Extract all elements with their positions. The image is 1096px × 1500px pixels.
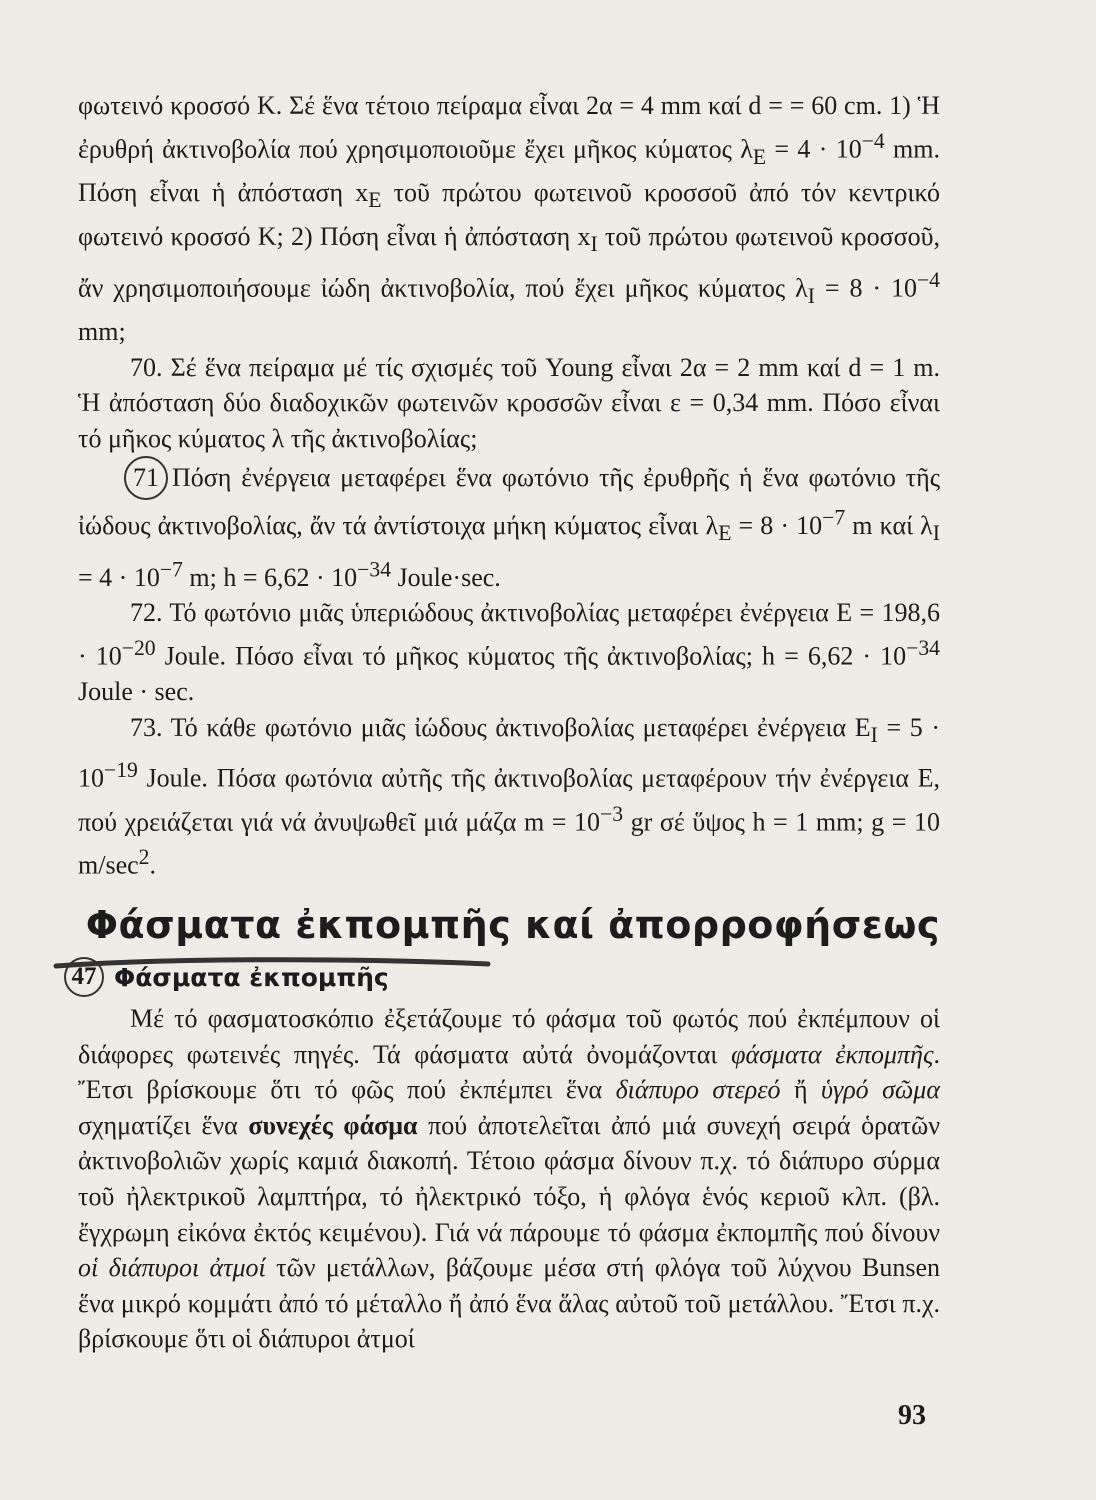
section-body: Μέ τό φασματοσκόπιο ἐξετάζουμε τό φάσμα τοῦ φωτός πού ἐκπέμπουν οἱ διάφορες φωτεινές πηγές. Τά φάσματα αὐτά ὀνομάζονται φάσματα ἐκπομπῆς. Ἔτσι βρίσκουμε ὅτι τό φῶς πού ἐκπέμπει ἕνα διάπυρο στερεό ἤ ὑγρό σῶμα σχηματίζει ἕνα συνεχές φάσμα πού ἀποτελεῖται ἀπό μιά συνεχή σειρά ὁρατῶν ἀκτινοβολιῶν χωρίς καμιά διακοπή. Τέτοιο φάσμα δίνουν π.χ. τό διάπυρο σύρμα τοῦ ἠλεκτρικοῦ λαμπτήρα, τό ἠλεκτρικό τόξο, ἡ φλόγα ἑνός κεριοῦ κλπ. (βλ. ἔγχρωμη εἰκόνα ἐκτός κειμένου). Γιά νά πάρουμε τό φάσμα ἐκπομπῆς πού δίνουν οἱ διάπυροι ἀτμοί τῶν μετάλλων, βάζουμε μέσα στή φλόγα τοῦ λύχνου Bunsen ἕνα μικρό κομμάτι ἀπό τό μέταλλο ἤ ἀπό ἕνα ἅλας αὐτοῦ τοῦ μετάλλου. Ἔτσι π.χ. βρίσκουμε ὅτι οἱ διάπυροι ἀτμοί [78, 1004, 940, 1354]
page-number: 93 [898, 1400, 926, 1431]
section-title: Φάσματα ἐκπομπῆς [114, 962, 389, 992]
section-number: 47 [64, 957, 104, 997]
page-body [71, 88, 941, 1357]
exercise-71-number: 71 [124, 456, 168, 500]
exercise-71-text: Πόση ἐνέργεια μεταφέρει ἕνα φωτόνιο τῆς ἐρυθρῆς ἡ ἕνα φωτόνιο τῆς ἰώδους ἀκτινοβολίας, ἄν τά ἀντίστοιχα μήκη κύματος εἶναι $\lambda_E = 8 \cdot 10^{-7}$ m καί $\lambda_I = 4 \cdot 10^{-7}$ m; $h = 6,62 \cdot 10^{-34}$ Joule·sec. [78, 463, 940, 592]
exercise-70: 70. Σέ ἕνα πείραμα μέ τίς σχισμές τοῦ Young εἶναι 2α = 2 mm καί d = 1 m. Ἡ ἀπόσταση δύο διαδοχικῶν φωτεινῶν κροσσῶν εἶναι ε = 0,34 mm. Πόσο εἶναι τό μῆκος κύματος λ τῆς ἀκτινοβολίας; [78, 352, 940, 453]
exercise-71 [78, 456, 940, 595]
exercise-72: 72. Τό φωτόνιο μιᾶς ὑπεριώδους ἀκτινοβολίας μεταφέρει ἐνέργεια $E = 198,6 \cdot 10^{-20}$ Joule. Πόσο εἶναι τό μῆκος κύματος τῆς ἀκτινοβολίας; $h = 6,62 \cdot 10^{-34}$ Joule · sec. [78, 598, 940, 706]
underline-mark [52, 952, 492, 978]
exercise-69-continuation: φωτεινό κροσσό Κ. Σέ ἕνα τέτοιο πείραμα εἶναι 2α = 4 mm καί d = = 60 cm. 1) Ἡ ἐρυθρή ἀκτινοβολία πού χρησιμοποιοῦμε ἔχει μῆκος κύματος $\lambda_E = 4 \cdot 10^{-4}$ mm. Πόση εἶναι ἡ ἀπόσταση $x_E$ τοῦ πρώτου φωτεινοῦ κροσσοῦ ἀπό τόν κεντρικό φωτεινό κροσσό Κ; 2) Πόση εἶναι ἡ ἀπόσταση $x_I$ τοῦ πρώτου φωτεινοῦ κροσσοῦ, ἄν χρησιμοποιήσουμε ἰώδη ἀκτινοβολία, πού ἔχει μῆκος κύματος $\lambda_I = 8 \cdot 10^{-4}$ mm; [78, 91, 941, 347]
exercise-73: 73. Τό κάθε φωτόνιο μιᾶς ἰώδους ἀκτινοβολίας μεταφέρει ἐνέργεια $E_I = 5 \cdot 10^{-19}$ Joule. Πόσα φωτόνια αὐτῆς τῆς ἀκτινοβολίας μεταφέρουν τήν ἐνέργεια E, πού χρειάζεται γιά νά ἀνυψωθεῖ μιά μάζα $m = 10^{-3}$ gr σέ ὕψος h = 1 mm; g = 10 $m/\sec^2$. [78, 712, 940, 880]
chapter-heading: Φάσματα ἐκπομπῆς καί ἀπορροφήσεως [85, 903, 940, 948]
